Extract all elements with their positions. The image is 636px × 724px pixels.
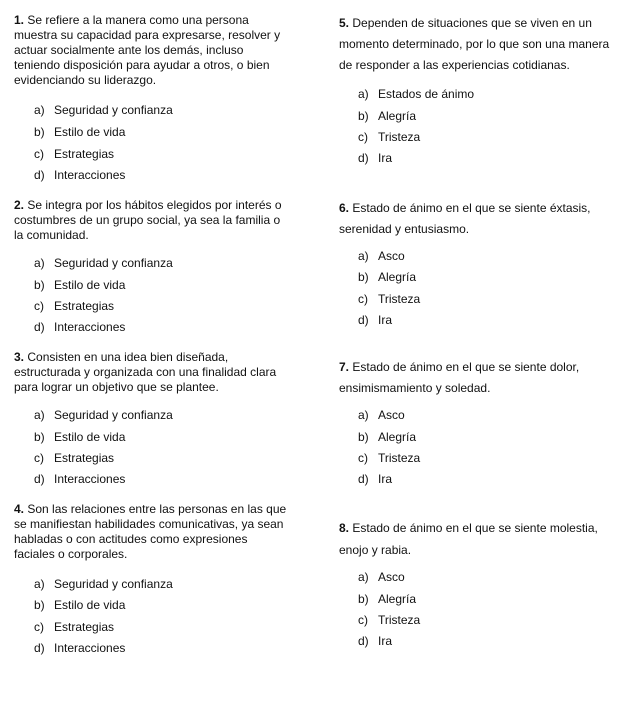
option-letter: a) — [34, 408, 45, 422]
question-3 — [14, 350, 314, 395]
option-text: Interacciones — [54, 320, 126, 334]
option-letter: b) — [34, 278, 45, 292]
stem-line: Estado de ánimo en el que se siente dolor, — [352, 360, 580, 374]
option-text: Asco — [378, 249, 405, 263]
question-stem — [339, 13, 629, 76]
stem-line: momento determinado, por lo que son una manera — [339, 37, 610, 51]
stem-line: Se refiere a la manera como una persona — [27, 13, 249, 27]
option-text: Estilo de vida — [54, 278, 126, 292]
question-4 — [14, 502, 314, 562]
option-a[interactable] — [34, 408, 173, 422]
question-number: 4. — [14, 502, 25, 516]
question-5 — [339, 13, 629, 76]
option-text: Asco — [378, 570, 405, 584]
option-text: Alegría — [378, 109, 417, 123]
option-b[interactable] — [358, 270, 416, 284]
stem-line: para lograr un objetivo que se plantee. — [14, 380, 219, 394]
question-7 — [339, 357, 629, 399]
option-text: Estrategias — [54, 147, 115, 161]
stem-line: Estado de ánimo en el que se siente molestia, — [352, 521, 598, 535]
option-text: Estrategias — [54, 451, 115, 465]
option-text: Alegría — [378, 592, 417, 606]
question-number: 1. — [14, 13, 25, 27]
question-stem — [14, 502, 314, 562]
option-letter: b) — [358, 270, 369, 284]
option-b[interactable] — [34, 598, 125, 612]
option-letter: c) — [358, 130, 368, 144]
question-stem — [339, 198, 629, 240]
option-text: Interacciones — [54, 472, 126, 486]
stem-line: estructurada y organizada con una finalidad clara — [14, 365, 277, 379]
option-letter: a) — [34, 577, 45, 591]
option-text: Asco — [378, 408, 405, 422]
option-d[interactable] — [34, 320, 125, 334]
option-c[interactable] — [34, 147, 114, 161]
option-d[interactable] — [358, 634, 392, 648]
option-text: Seguridad y confianza — [54, 408, 173, 422]
stem-line: de responder a las experiencias cotidianas. — [339, 58, 570, 72]
option-b[interactable] — [358, 109, 416, 123]
question-8 — [339, 517, 629, 561]
option-letter: b) — [358, 109, 369, 123]
option-text: Estilo de vida — [54, 430, 126, 444]
option-letter: b) — [358, 430, 369, 444]
option-letter: b) — [34, 598, 45, 612]
stem-line: enojo y rabia. — [339, 543, 412, 557]
option-d[interactable] — [34, 641, 125, 655]
question-stem — [14, 13, 314, 88]
option-text: Tristeza — [378, 613, 421, 627]
option-letter: c) — [358, 451, 368, 465]
question-6 — [339, 198, 629, 240]
option-d[interactable] — [358, 151, 392, 165]
option-c[interactable] — [34, 451, 114, 465]
option-text: Tristeza — [378, 292, 421, 306]
option-b[interactable] — [34, 278, 125, 292]
option-letter: a) — [358, 570, 369, 584]
stem-line: la comunidad. — [14, 228, 89, 242]
stem-line: Se integra por los hábitos elegidos por interés o — [27, 198, 282, 212]
option-text: Alegría — [378, 270, 417, 284]
option-text: Seguridad y confianza — [54, 103, 173, 117]
stem-line: muestra su capacidad para expresarse, resolver y — [14, 28, 281, 42]
stem-line: Son las relaciones entre las personas en las que — [27, 502, 287, 516]
question-number: 5. — [339, 16, 350, 30]
option-a[interactable] — [358, 249, 405, 263]
option-letter: b) — [34, 430, 45, 444]
option-letter: d) — [358, 151, 369, 165]
option-d[interactable] — [34, 168, 125, 182]
option-letter: a) — [34, 256, 45, 270]
question-number: 6. — [339, 201, 350, 215]
option-text: Tristeza — [378, 130, 421, 144]
option-text: Ira — [378, 313, 393, 327]
question-stem — [339, 517, 629, 561]
option-letter: a) — [34, 103, 45, 117]
option-d[interactable] — [358, 313, 392, 327]
stem-line: serenidad y entusiasmo. — [339, 222, 470, 236]
option-c[interactable] — [358, 451, 420, 465]
stem-line: habladas o con actitudes como expresiones — [14, 532, 248, 546]
option-letter: c) — [34, 147, 44, 161]
option-a[interactable] — [34, 256, 173, 270]
option-a[interactable] — [358, 408, 405, 422]
option-letter: c) — [358, 292, 368, 306]
question-stem — [339, 357, 629, 399]
option-text: Seguridad y confianza — [54, 577, 173, 591]
stem-line: actuar socialmente ante los demás, incluso — [14, 43, 244, 57]
option-letter: d) — [358, 634, 369, 648]
option-letter: a) — [358, 249, 369, 263]
option-text: Seguridad y confianza — [54, 256, 173, 270]
question-stem — [14, 350, 314, 395]
option-a[interactable] — [358, 87, 474, 101]
question-2 — [14, 198, 314, 243]
option-letter: a) — [358, 87, 369, 101]
option-letter: d) — [34, 168, 45, 182]
stem-line: Consisten en una idea bien diseñada, — [27, 350, 229, 364]
option-b[interactable] — [358, 592, 416, 606]
option-text: Estrategias — [54, 620, 115, 634]
option-c[interactable] — [34, 299, 114, 313]
stem-line: Dependen de situaciones que se viven en un — [352, 16, 592, 30]
option-a[interactable] — [358, 570, 405, 584]
option-text: Alegría — [378, 430, 417, 444]
option-b[interactable] — [358, 430, 416, 444]
option-letter: b) — [358, 592, 369, 606]
stem-line: Estado de ánimo en el que se siente éxtasis, — [352, 201, 591, 215]
stem-line: costumbres de un grupo social, ya sea la familia o — [14, 213, 281, 227]
option-a[interactable] — [34, 103, 173, 117]
option-d[interactable] — [34, 472, 125, 486]
option-letter: a) — [358, 408, 369, 422]
option-text: Tristeza — [378, 451, 421, 465]
option-letter: d) — [358, 472, 369, 486]
option-letter: d) — [34, 320, 45, 334]
question-1 — [14, 13, 314, 88]
option-letter: b) — [34, 125, 45, 139]
option-c[interactable] — [358, 613, 420, 627]
option-text: Estrategias — [54, 299, 115, 313]
option-text: Interacciones — [54, 168, 126, 182]
option-c[interactable] — [358, 292, 420, 306]
stem-line: faciales o corporales. — [14, 547, 128, 561]
question-stem — [14, 198, 314, 243]
stem-line: ensimismamiento y soledad. — [339, 381, 491, 395]
option-text: Ira — [378, 472, 393, 486]
option-letter: d) — [34, 641, 45, 655]
option-c[interactable] — [34, 620, 114, 634]
stem-line: se manifiestan habilidades comunicativas, ya sean — [14, 517, 284, 531]
question-number: 8. — [339, 521, 350, 535]
option-text: Estilo de vida — [54, 598, 126, 612]
option-text: Ira — [378, 634, 393, 648]
stem-line: evidenciando su liderazgo. — [14, 73, 157, 87]
option-text: Ira — [378, 151, 393, 165]
option-text: Estados de ánimo — [378, 87, 475, 101]
option-letter: c) — [34, 299, 44, 313]
option-b[interactable] — [34, 430, 125, 444]
option-text: Interacciones — [54, 641, 126, 655]
option-letter: c) — [34, 620, 44, 634]
option-d[interactable] — [358, 472, 392, 486]
option-b[interactable] — [34, 125, 125, 139]
option-letter: d) — [358, 313, 369, 327]
option-text: Estilo de vida — [54, 125, 126, 139]
option-c[interactable] — [358, 130, 420, 144]
option-letter: c) — [34, 451, 44, 465]
question-number: 3. — [14, 350, 25, 364]
question-number: 2. — [14, 198, 25, 212]
option-a[interactable] — [34, 577, 173, 591]
question-number: 7. — [339, 360, 350, 374]
option-letter: c) — [358, 613, 368, 627]
option-letter: d) — [34, 472, 45, 486]
stem-line: teniendo disposición para ayudar a otros, o bien — [14, 58, 270, 72]
